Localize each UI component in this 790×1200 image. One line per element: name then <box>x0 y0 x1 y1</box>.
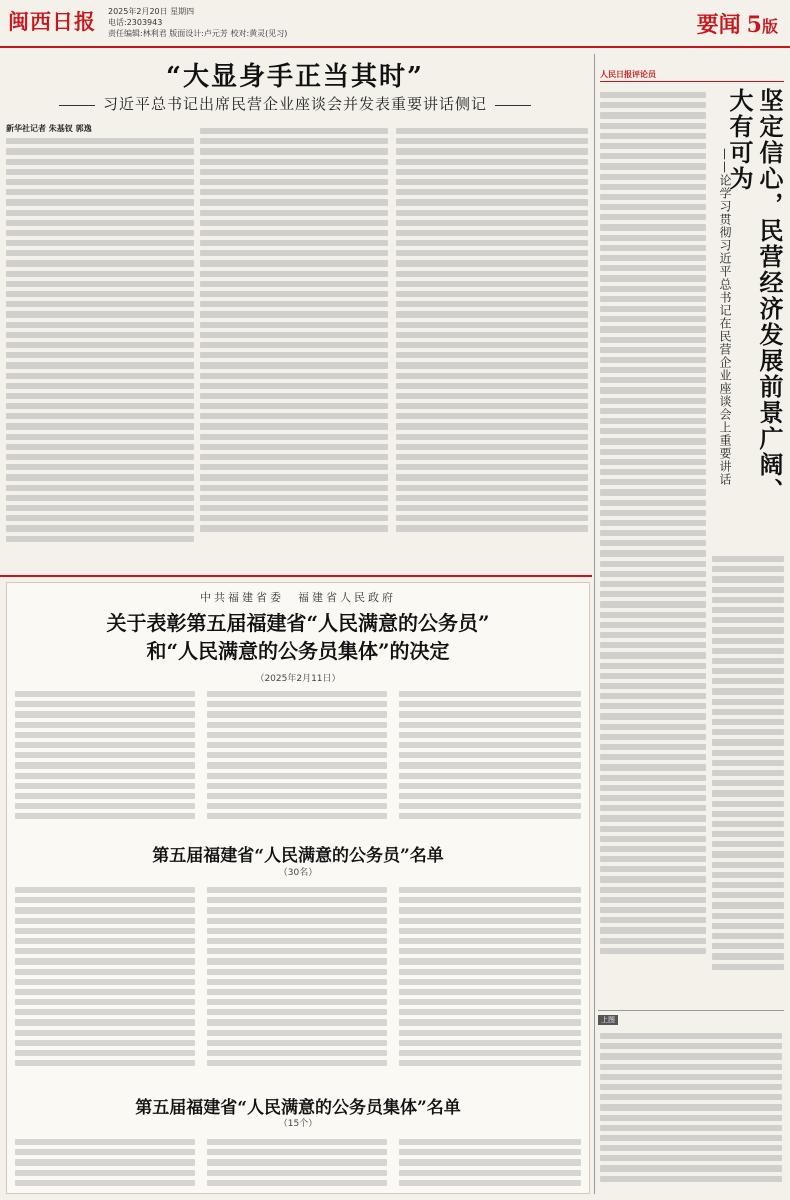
article-title: “大显身手正当其时” <box>166 62 424 92</box>
article-byline: 新华社记者 朱基钗 郭逸 <box>6 124 92 133</box>
news-brief-box <box>598 1010 784 1194</box>
list-1-title: 第五届福建省“人民满意的公务员”名单 <box>152 846 444 866</box>
article-column-3 <box>396 124 588 570</box>
list-1-col-1 <box>15 883 195 1083</box>
decision-title-line-2: 和“人民满意的公务员集体”的决定 <box>146 639 450 663</box>
decision-body-col-3 <box>399 687 581 833</box>
commentary-header <box>600 62 784 82</box>
section-label <box>697 8 778 39</box>
page-ban: 版 <box>761 17 778 36</box>
commentary-subtitle: ——论学习贯彻习近平总书记在民营企业座谈会上重要讲话 <box>718 148 732 486</box>
commentary-author: 人民日报评论员 <box>600 70 656 79</box>
section-divider <box>0 575 592 577</box>
decision-box <box>6 582 590 1194</box>
list-2-title: 第五届福建省“人民满意的公务员集体”名单 <box>135 1098 461 1118</box>
masthead <box>0 0 790 48</box>
news-brief-tag: 上图 <box>598 1015 618 1025</box>
column-separator <box>594 54 595 1194</box>
editors-line: 责任编辑:林利君 版面设计:卢元芳 校对:黄灵(见习) <box>108 29 288 38</box>
date-line: 2025年2月20日 星期四 <box>108 7 195 16</box>
commentary-body-right <box>712 552 784 1004</box>
list-2-col-1 <box>15 1135 195 1189</box>
news-brief-body <box>600 1029 782 1193</box>
decision-body-col-2 <box>207 687 387 833</box>
commentary-title: 坚定信心，民营经济发展前景广阔、大有可为 <box>725 88 784 504</box>
commentary-body <box>600 88 706 1004</box>
article-column-1 <box>6 124 194 570</box>
list-2-col-2 <box>207 1135 387 1189</box>
decision-issuer: 中共福建省委 福建省人民政府 <box>200 591 396 604</box>
list-1-count: （30名） <box>278 868 318 878</box>
decision-body-col-1 <box>15 687 195 833</box>
article-subtitle: 习近平总书记出席民营企业座谈会并发表重要讲话侧记 <box>0 93 590 114</box>
article-column-2 <box>200 124 388 570</box>
list-1-col-3 <box>399 883 581 1083</box>
decision-title <box>7 609 589 665</box>
phone-line: 电话:2303943 <box>108 18 163 27</box>
list-2-count: （15个） <box>278 1119 318 1129</box>
decision-title-line-1: 关于表彰第五届福建省“人民满意的公务员” <box>106 611 490 635</box>
section-name: 要闻 <box>696 12 741 38</box>
decision-date: （2025年2月11日） <box>255 674 341 684</box>
newspaper-logo: 闽西日报 <box>8 9 96 34</box>
masthead-meta <box>108 6 287 39</box>
page-number: 5 <box>746 12 762 38</box>
list-2-col-3 <box>399 1135 581 1189</box>
list-1-col-2 <box>207 883 387 1083</box>
